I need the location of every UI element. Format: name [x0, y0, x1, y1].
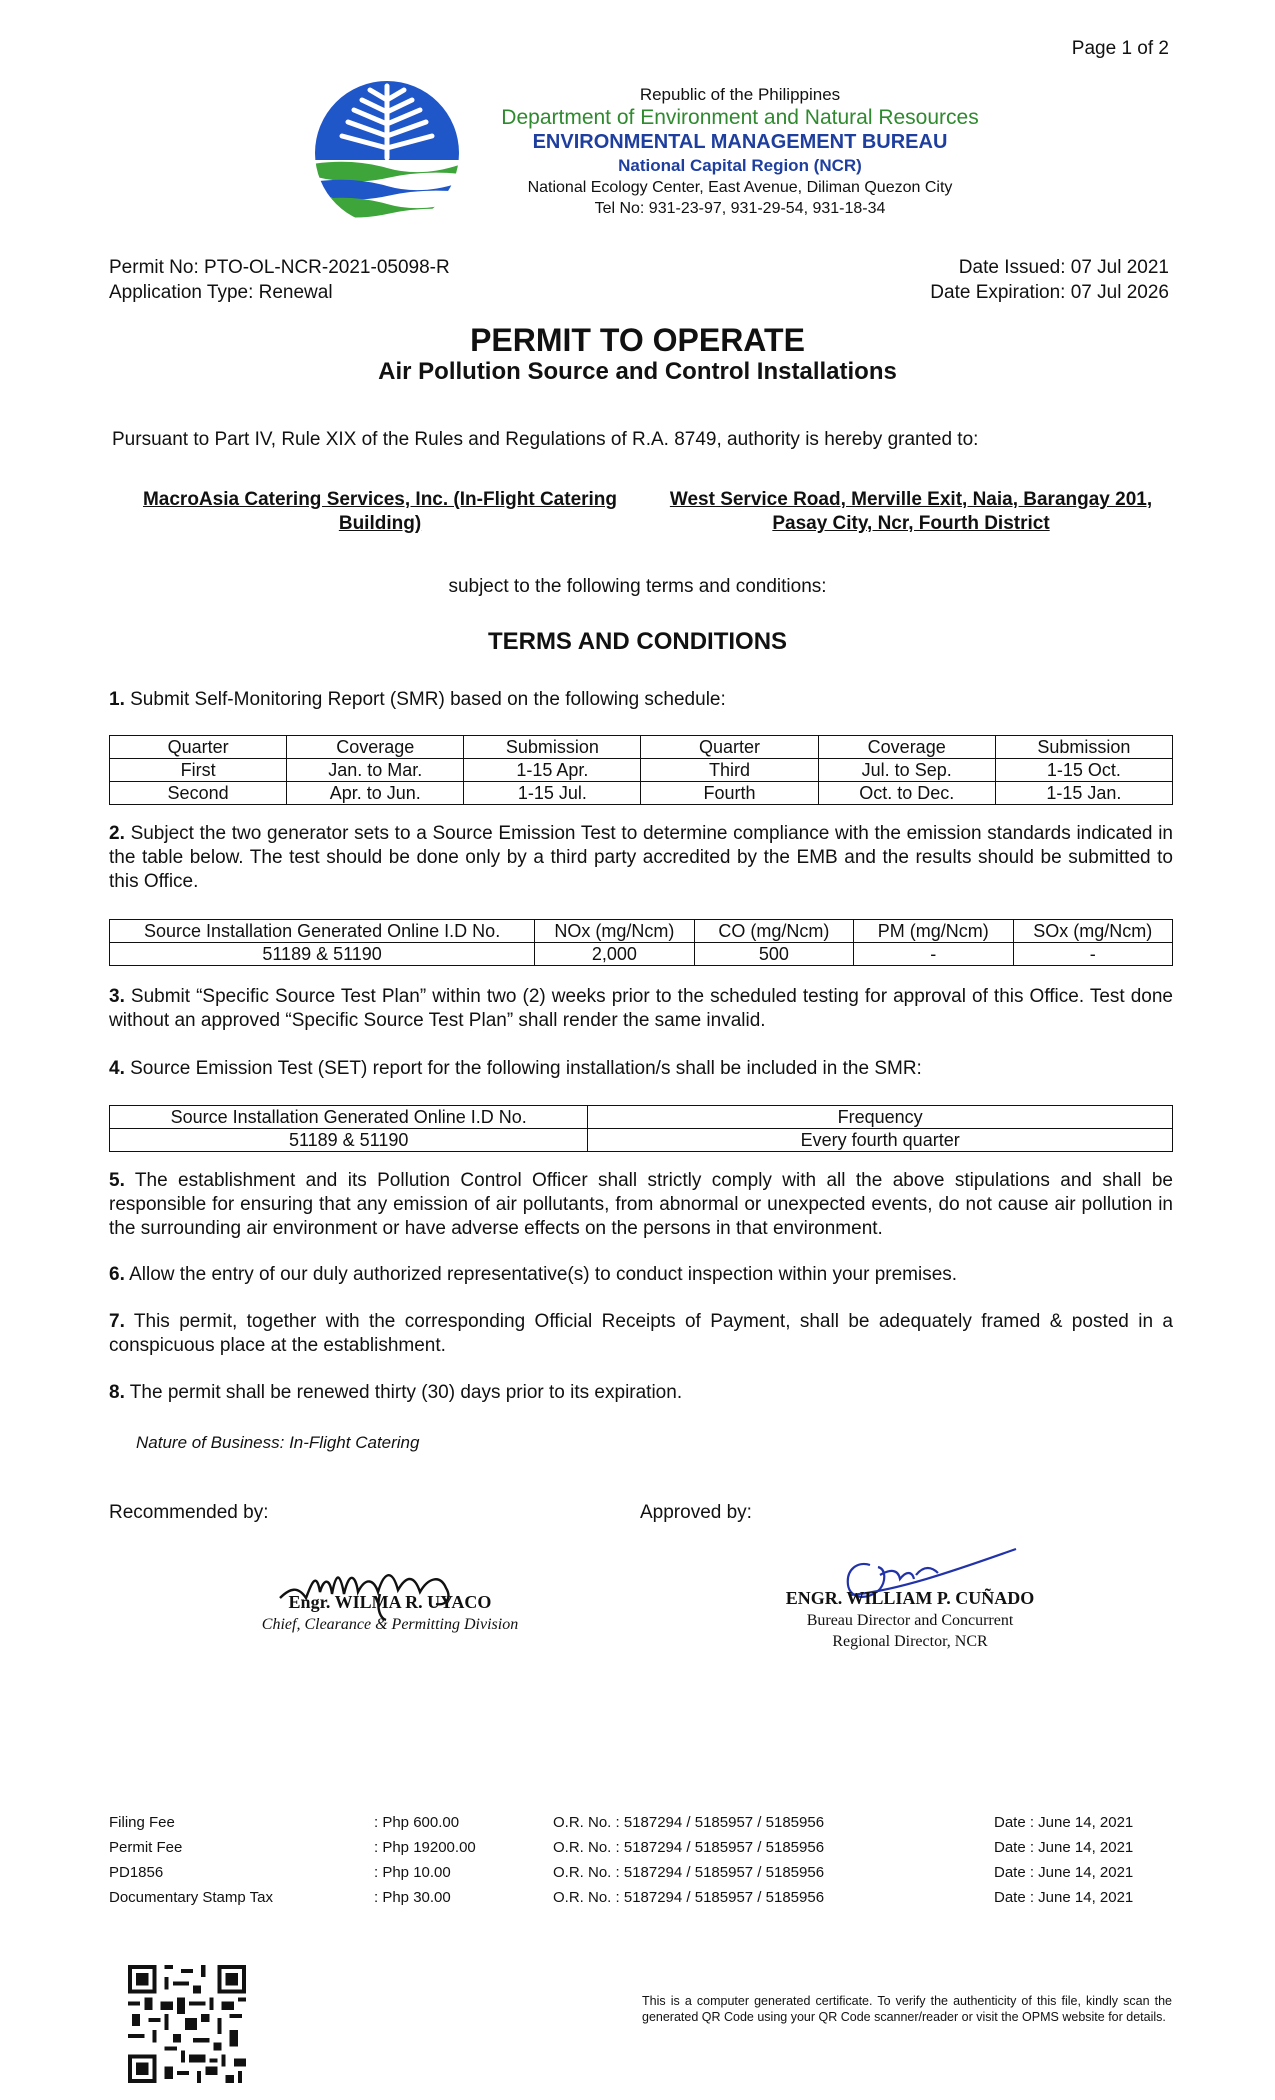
fee-name: Documentary Stamp Tax [109, 1889, 273, 1906]
table-cell: 1-15 Apr. [464, 759, 641, 782]
fee-amount: : Php 30.00 [374, 1889, 451, 1906]
table-cell: Every fourth quarter [588, 1129, 1173, 1152]
table-header-row [110, 920, 1173, 943]
table-header: Quarter [110, 736, 287, 759]
grantee-name: MacroAsia Catering Services, Inc. (In-Flight Catering Building) [142, 489, 618, 534]
smr-schedule-table [109, 735, 1173, 805]
application-type: Application Type: Renewal [109, 282, 333, 303]
fee-name: Filing Fee [109, 1814, 175, 1831]
term-8-text: The permit shall be renewed thirty (30) days prior to its expiration. [124, 1382, 683, 1403]
table-header: Frequency [588, 1106, 1173, 1129]
table-header-row [110, 736, 1173, 759]
table-cell: Third [641, 759, 818, 782]
recommender-block [220, 1590, 560, 1635]
address-text: National Ecology Center, East Avenue, Diliman Quezon City [527, 179, 953, 196]
set-report-table [109, 1105, 1173, 1152]
date-issued: Date Issued: 07 Jul 2021 [958, 257, 1169, 278]
nature-of-business: Nature of Business: In-Flight Catering [136, 1433, 420, 1452]
list-item [109, 1860, 1173, 1885]
disclaimer-text: This is a computer generated certificate. To verify the authenticity of this file, kindly scan the generated QR Code using your QR Code scanner/reader or visit the OPMS website for details. [642, 1994, 1172, 2024]
term-6-text: Allow the entry of our duly authorized representative(s) to conduct inspection within your premises. [124, 1264, 958, 1285]
term-5 [109, 1169, 1173, 1241]
table-cell: Second [110, 782, 287, 805]
table-cell: Jul. to Sep. [818, 759, 995, 782]
qr-code-icon [128, 1965, 246, 2083]
list-item [109, 1885, 1173, 1910]
list-item [109, 1835, 1173, 1860]
term-7-text: This permit, together with the corresponding Official Receipts of Payment, shall be adequately framed & posted in a conspicuous place at the establishment. [109, 1311, 1173, 1356]
fee-amount: : Php 10.00 [374, 1864, 451, 1881]
table-header: CO (mg/Ncm) [694, 920, 853, 943]
document-subtitle: Air Pollution Source and Control Installations [378, 358, 897, 385]
term-8-number: 8. [109, 1382, 125, 1403]
table-header: Submission [464, 736, 641, 759]
list-item [109, 1810, 1173, 1835]
date-expiration: Date Expiration: 07 Jul 2026 [930, 282, 1169, 303]
fee-or-number: O.R. No. : 5187294 / 5185957 / 5185956 [553, 1814, 825, 1831]
permit-meta-right [930, 255, 1169, 305]
table-header: SOx (mg/Ncm) [1013, 920, 1172, 943]
approved-by-label: Approved by: [640, 1502, 752, 1523]
table-row [110, 943, 1173, 966]
term-4-number: 4. [109, 1058, 125, 1079]
table-cell: 1-15 Jul. [464, 782, 641, 805]
term-6 [109, 1263, 1173, 1287]
permit-meta-left [109, 255, 450, 305]
table-cell: Apr. to Jun. [287, 782, 464, 805]
recommender-position: Chief, Clearance & Permitting Division [261, 1616, 519, 1633]
term-1-text: Submit Self-Monitoring Report (SMR) based on the following schedule: [124, 689, 726, 710]
term-2-number: 2. [109, 823, 125, 844]
table-header: PM (mg/Ncm) [854, 920, 1013, 943]
approver-position-2: Regional Director, NCR [832, 1633, 988, 1650]
table-header-row [110, 1106, 1173, 1129]
table-cell: 51189 & 51190 [110, 1129, 588, 1152]
term-7 [109, 1310, 1173, 1358]
document-title: PERMIT TO OPERATE [470, 322, 805, 358]
table-header: Submission [995, 736, 1172, 759]
page-number: Page 1 of 2 [1071, 38, 1169, 59]
table-row [110, 759, 1173, 782]
fee-name: Permit Fee [109, 1839, 183, 1856]
pursuant-text: Pursuant to Part IV, Rule XIX of the Rules and Regulations of R.A. 8749, authority is hereby granted to: [112, 429, 979, 450]
table-row [110, 1129, 1173, 1152]
fees-list [109, 1810, 1173, 1910]
table-cell: First [110, 759, 287, 782]
table-header: Quarter [641, 736, 818, 759]
term-4-text: Source Emission Test (SET) report for the following installation/s shall be included in the SMR: [124, 1058, 922, 1079]
term-5-number: 5. [109, 1170, 125, 1191]
department-text: Department of Environment and Natural Resources [501, 106, 979, 129]
fee-or-number: O.R. No. : 5187294 / 5185957 / 5185956 [553, 1864, 825, 1881]
table-header: Source Installation Generated Online I.D No. [110, 920, 535, 943]
term-1 [109, 688, 1173, 712]
table-cell: Jan. to Mar. [287, 759, 464, 782]
approver-block [740, 1586, 1080, 1652]
table-cell: 2,000 [535, 943, 694, 966]
table-header: NOx (mg/Ncm) [535, 920, 694, 943]
table-cell: Fourth [641, 782, 818, 805]
fee-name: PD1856 [109, 1864, 164, 1881]
subject-text: subject to the following terms and conditions: [448, 576, 827, 597]
table-cell: - [854, 943, 1013, 966]
term-1-number: 1. [109, 689, 125, 710]
table-cell: 500 [694, 943, 853, 966]
fee-or-number: O.R. No. : 5187294 / 5185957 / 5185956 [553, 1839, 825, 1856]
table-cell: 1-15 Jan. [995, 782, 1172, 805]
emission-standards-table [109, 919, 1173, 966]
approver-position-1: Bureau Director and Concurrent [806, 1612, 1014, 1629]
table-cell: 1-15 Oct. [995, 759, 1172, 782]
fee-date: Date : June 14, 2021 [994, 1889, 1134, 1906]
table-cell: 51189 & 51190 [110, 943, 535, 966]
term-3 [109, 985, 1173, 1033]
grantee-address: West Service Road, Merville Exit, Naia, Barangay 201, Pasay City, Ncr, Fourth District [669, 489, 1153, 534]
fee-date: Date : June 14, 2021 [994, 1839, 1134, 1856]
table-row [110, 782, 1173, 805]
term-8 [109, 1381, 1173, 1405]
term-2 [109, 822, 1173, 894]
fee-or-number: O.R. No. : 5187294 / 5185957 / 5185956 [553, 1889, 825, 1906]
table-header: Coverage [287, 736, 464, 759]
fee-date: Date : June 14, 2021 [994, 1864, 1134, 1881]
permit-number: Permit No: PTO-OL-NCR-2021-05098-R [109, 257, 450, 278]
region-text: National Capital Region (NCR) [618, 156, 862, 175]
recommender-name: Engr. WILMA R. UYACO [288, 1592, 492, 1612]
recommended-by-label: Recommended by: [109, 1502, 269, 1523]
term-7-number: 7. [109, 1311, 125, 1332]
term-6-number: 6. [109, 1264, 125, 1285]
table-header: Coverage [818, 736, 995, 759]
approver-name: ENGR. WILLIAM P. CUÑADO [785, 1588, 1035, 1608]
table-cell: - [1013, 943, 1172, 966]
term-5-text: The establishment and its Pollution Control Officer shall strictly comply with all the above stipulations and shall be responsible for ensuring that any emission of air pollutants, from abnormal or unexpected events, do not cause air pollution in the surrounding air environment or have adverse effects on the persons in that environment. [109, 1170, 1173, 1239]
term-4 [109, 1057, 1173, 1081]
republic-text: Republic of the Philippines [639, 85, 841, 104]
phone-text: Tel No: 931-23-97, 931-29-54, 931-18-34 [594, 200, 886, 217]
bureau-text: ENVIRONMENTAL MANAGEMENT BUREAU [532, 131, 948, 153]
table-cell: Oct. to Dec. [818, 782, 995, 805]
fee-amount: : Php 19200.00 [374, 1839, 476, 1856]
fee-date: Date : June 14, 2021 [994, 1814, 1134, 1831]
table-header: Source Installation Generated Online I.D No. [110, 1106, 588, 1129]
terms-heading: TERMS AND CONDITIONS [487, 628, 788, 655]
term-2-text: Subject the two generator sets to a Source Emission Test to determine compliance with the emission standards indicated in the table below. The test should be done only by a third party accredited by the EMB and the results should be submitted to this Office. [109, 823, 1173, 892]
term-3-text: Submit “Specific Source Test Plan” within two (2) weeks prior to the scheduled testing for approval of this Office. Test done without an approved “Specific Source Test Plan” shall render the same invalid. [109, 986, 1173, 1031]
letterhead [440, 84, 1040, 219]
term-3-number: 3. [109, 986, 125, 1007]
fee-amount: : Php 600.00 [374, 1814, 460, 1831]
